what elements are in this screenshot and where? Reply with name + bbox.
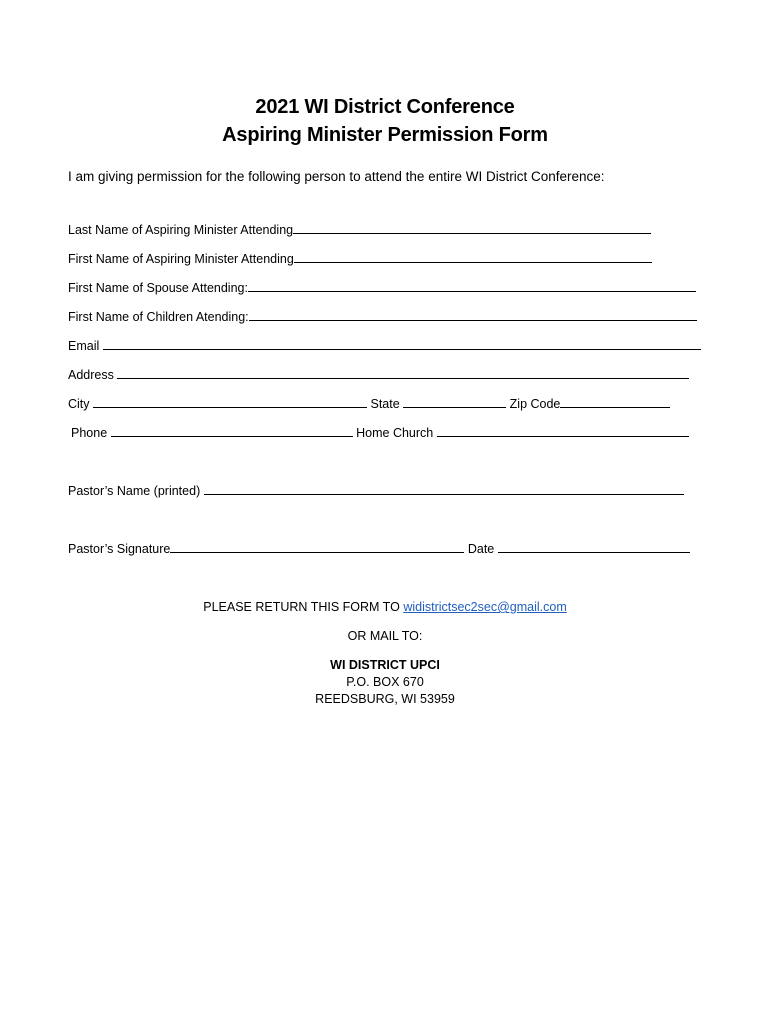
return-prefix: PLEASE RETURN THIS FORM TO [203,600,400,614]
children-input-line[interactable] [249,309,697,321]
phone-church-field [71,425,689,440]
spouse-label: First Name of Spouse Attending: [68,281,248,295]
email-field [68,338,701,353]
zip-label: Zip Code [509,397,561,411]
intro-text: I am giving permission for the following person to attend the entire WI District Conference: [68,169,605,184]
email-input-line[interactable] [103,338,701,350]
address-label: Address [68,368,114,382]
first-name-input-line[interactable] [294,251,652,263]
pastor-signature-label: Pastor’s Signature [68,542,171,556]
mail-org: WI DISTRICT UPCI [330,658,440,672]
home-church-label: Home Church [356,426,434,440]
city-label: City [68,397,90,411]
date-input-line[interactable] [498,541,690,553]
city-input-line[interactable] [93,396,367,408]
or-mail-text: OR MAIL TO: [347,629,423,643]
email-label: Email [68,339,100,353]
address-field [68,367,689,382]
return-email-link[interactable]: widistrictsec2sec@gmail.com [403,600,567,614]
address-input-line[interactable] [117,367,689,379]
home-church-input-line[interactable] [437,425,689,437]
children-label: First Name of Children Atending: [68,310,249,324]
mail-city-state-zip: REEDSBURG, WI 53959 [315,692,455,706]
pastor-name-input-line[interactable] [204,483,684,495]
last-name-input-line[interactable] [293,222,651,234]
state-input-line[interactable] [403,396,506,408]
spouse-input-line[interactable] [248,280,696,292]
last-name-label: Last Name of Aspiring Minister Attending [68,223,294,237]
city-state-zip-field [68,396,670,411]
return-instructions [0,600,770,614]
last-name-field [68,222,651,237]
form-title: 2021 WI District Conference [255,96,515,118]
pastor-name-label: Pastor’s Name (printed) [68,484,201,498]
state-label: State [370,397,400,411]
spouse-field [68,280,696,295]
pastor-name-field [68,483,684,498]
children-field [68,309,697,324]
zip-input-line[interactable] [560,396,670,408]
phone-input-line[interactable] [111,425,353,437]
first-name-label: First Name of Aspiring Minister Attending [68,252,294,266]
pastor-signature-input-line[interactable] [170,541,464,553]
form-subtitle: Aspiring Minister Permission Form [222,124,548,146]
first-name-field [68,251,652,266]
phone-label: Phone [71,426,108,440]
pastor-signature-field [68,541,690,556]
date-label: Date [467,542,495,556]
mail-po-box: P.O. BOX 670 [346,675,424,689]
